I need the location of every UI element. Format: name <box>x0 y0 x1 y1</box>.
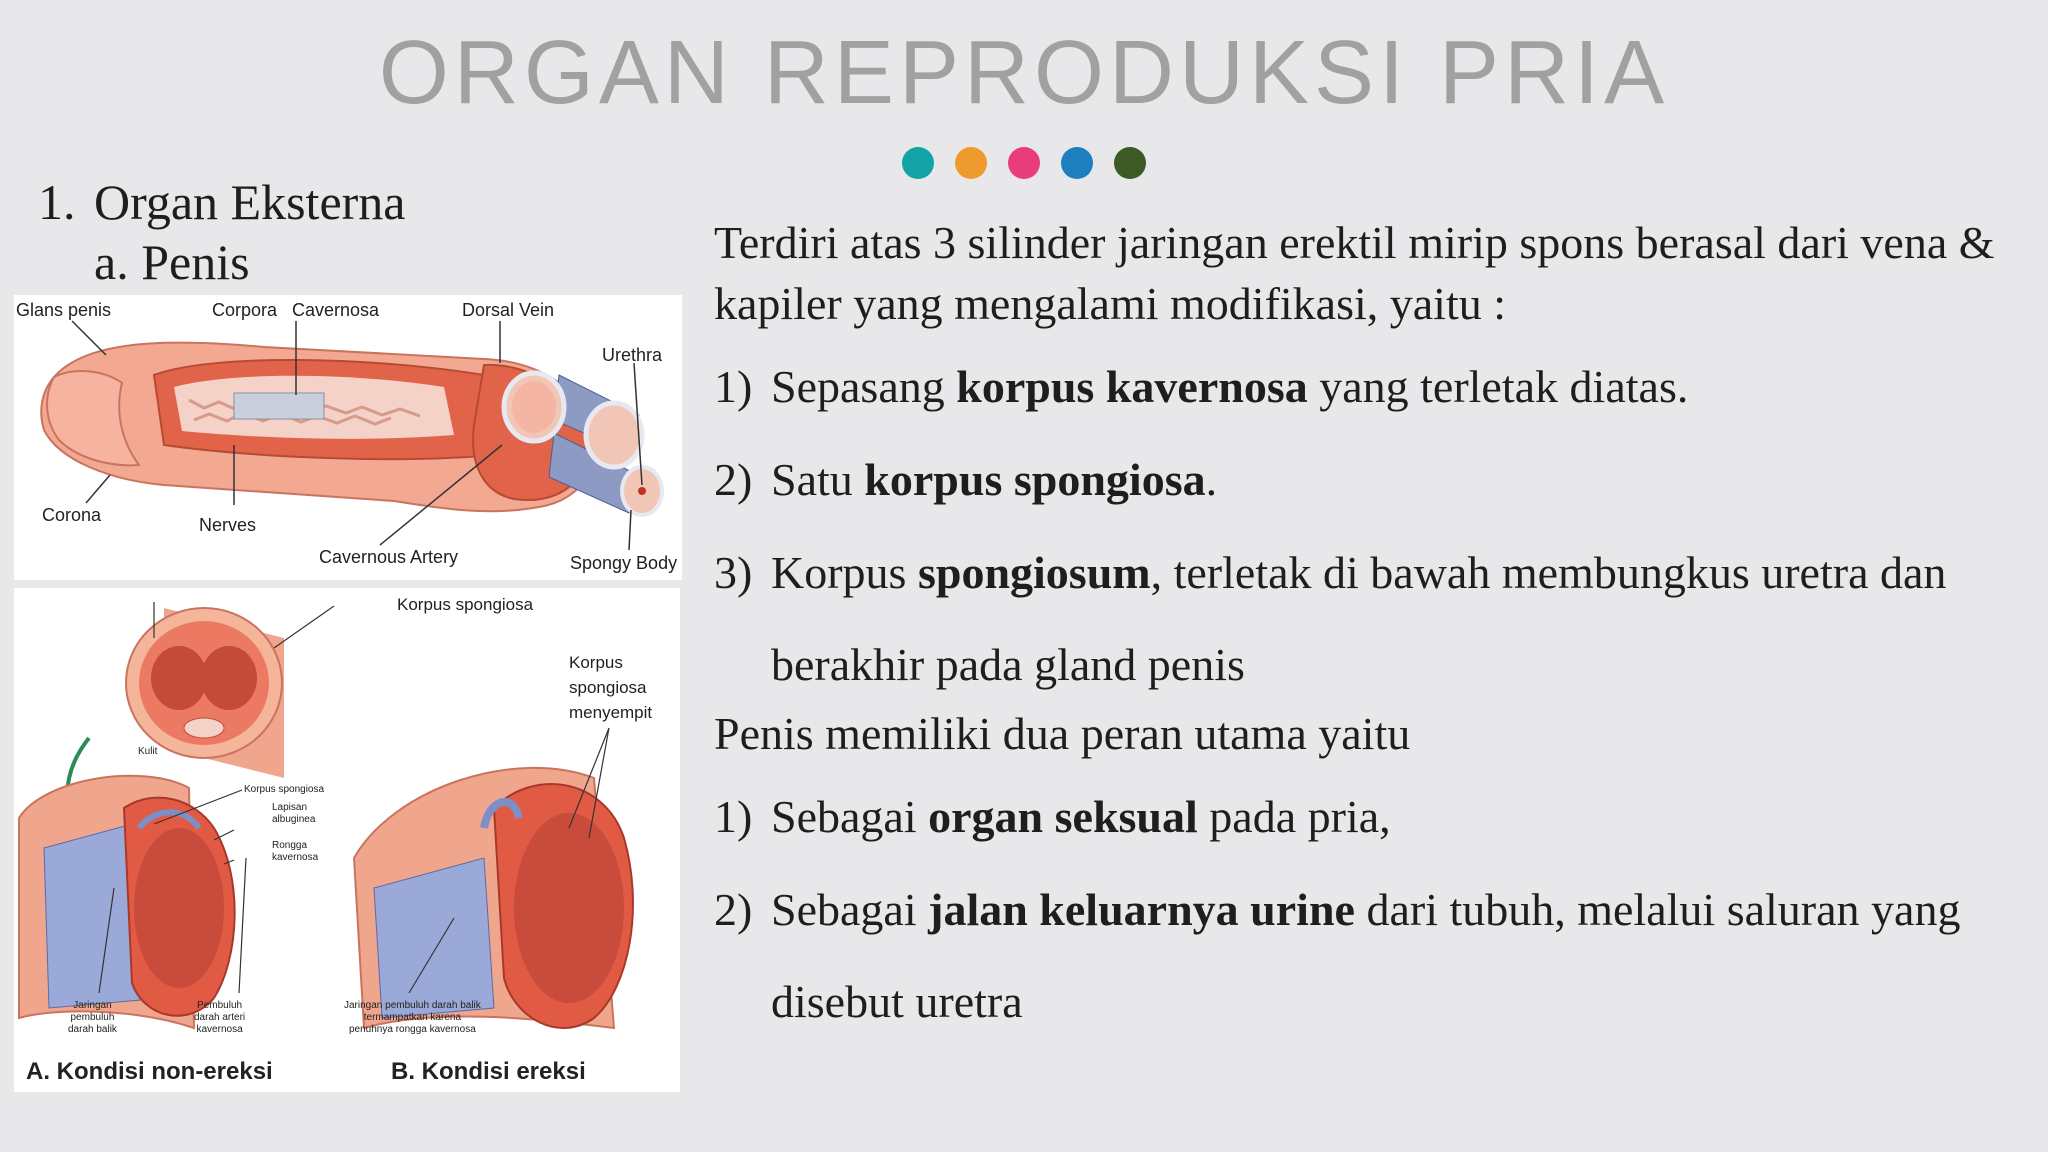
list-text: Korpus <box>771 547 918 598</box>
label-spongy-body: Spongy Body <box>570 553 678 573</box>
label-corpora: Corpora <box>212 300 278 320</box>
label-dorsal-vein: Dorsal Vein <box>462 300 555 320</box>
label-cavernous-artery: Cavernous Artery <box>319 547 459 567</box>
list-text: . <box>1205 454 1218 505</box>
label-nerves: Nerves <box>199 515 257 535</box>
caption-ereksi: B. Kondisi ereksi <box>391 1058 586 1085</box>
list-number: 2) <box>714 884 753 935</box>
subsection-title: a. Penis <box>94 234 250 290</box>
list-item <box>714 786 2032 847</box>
list-item <box>714 356 2032 417</box>
penis-anatomy-illustration <box>14 295 682 580</box>
list-number: 3) <box>714 547 753 598</box>
section-title: Organ Eksterna <box>94 174 406 230</box>
penis-anatomy-drawing <box>14 295 682 580</box>
intro-paragraph: Terdiri atas 3 silinder jaringan erektil mirip spons berasal dari vena & kapiler yang mengalami modifikasi, yaitu : <box>714 217 1995 329</box>
list-text: Sebagai <box>771 791 929 842</box>
label-rongga-kavernosa: Rongga kavernosa <box>272 840 319 863</box>
list-item <box>714 864 2032 1048</box>
list-item <box>714 527 2032 711</box>
label-small-korpus-spongiosa: Korpus spongiosa <box>244 784 325 795</box>
label-jaringan-termampatkan: Jaringan pembuluh darah balik termampatkan karena penuhnya rongga kavernosa <box>344 1000 481 1035</box>
list-bold-text: jalan keluarnya urine <box>928 884 1355 935</box>
content-text <box>714 212 2032 1048</box>
list-text: pada pria, <box>1197 791 1391 842</box>
decorative-dots <box>902 147 1146 179</box>
list-number: 1) <box>714 361 753 412</box>
list-text: Satu <box>771 454 865 505</box>
section-number: 1. <box>38 174 76 230</box>
section-heading <box>38 172 405 292</box>
label-glans-penis: Glans penis <box>16 300 112 320</box>
list-text: dari tubuh, melalui saluran yang disebut uretra <box>771 884 1961 1027</box>
teal-dot <box>902 147 934 179</box>
label-cavernosa: Cavernosa <box>292 300 380 320</box>
list-text: Sepasang <box>771 361 957 412</box>
label-kulit: Kulit <box>138 746 158 757</box>
label-jaringan-pembuluh: Jaringan pembuluh darah balik <box>68 1000 117 1035</box>
list-text: yang terletak diatas. <box>1307 361 1689 412</box>
pink-dot <box>1008 147 1040 179</box>
list-number: 1) <box>714 791 753 842</box>
label-corona: Corona <box>42 505 102 525</box>
list-bold-text: korpus kavernosa <box>956 361 1308 412</box>
label-urethra: Urethra <box>602 345 663 365</box>
list-text: Sebagai <box>771 884 929 935</box>
caption-non-ereksi: A. Kondisi non-ereksi <box>26 1058 273 1085</box>
list-bold-text: organ seksual <box>928 791 1198 842</box>
erection-comparison-illustration <box>14 588 680 1092</box>
label-lapisan-albuginea: Lapisan albuginea <box>272 802 316 825</box>
label-pembuluh-arteri: Pembuluh darah arteri kavernosa <box>194 1000 246 1035</box>
slide-title: ORGAN REPRODUKSI PRIA <box>378 23 1670 123</box>
roles-intro: Penis memiliki dua peran utama yaitu <box>714 708 1411 759</box>
blue-dot <box>1061 147 1093 179</box>
green-dot <box>1114 147 1146 179</box>
list-item <box>714 449 2032 510</box>
label-korpus-spongiosa-menyempit: Korpus spongiosa menyempit <box>569 653 653 722</box>
label-korpus-spongiosa: Korpus spongiosa <box>397 595 534 614</box>
list-text: , terletak di bawah membungkus uretra dan berakhir pada gland penis <box>771 547 1947 690</box>
list-bold-text: spongiosum <box>917 547 1151 598</box>
orange-dot <box>955 147 987 179</box>
list-bold-text: korpus spongiosa <box>864 454 1206 505</box>
list-number: 2) <box>714 454 753 505</box>
